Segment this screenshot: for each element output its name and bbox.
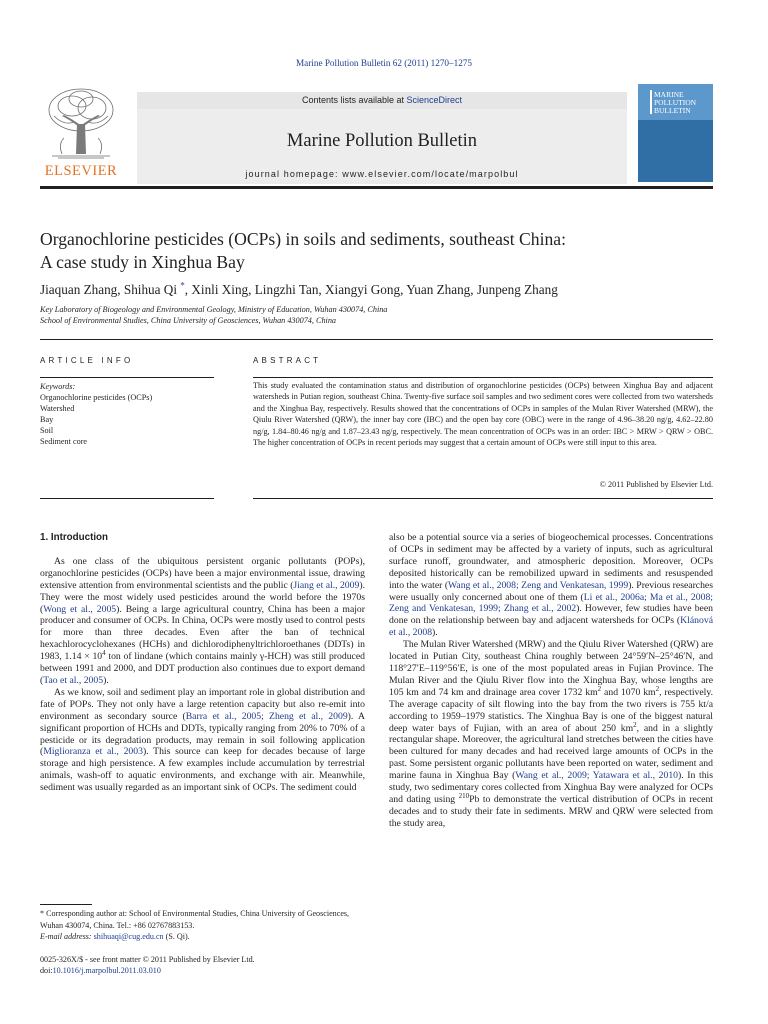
keyword-item: Watershed xyxy=(40,404,75,414)
article-info-heading: ARTICLE INFO xyxy=(40,356,134,365)
authors-first: Jiaquan Zhang, Shihua Qi xyxy=(40,282,177,297)
cover-title-line-3: BULLETIN xyxy=(654,106,691,115)
abstract-heading: ABSTRACT xyxy=(253,356,322,365)
citation-link[interactable]: Barra et al., 2005; Zheng et al., 2009 xyxy=(185,710,348,722)
doi-line xyxy=(40,965,255,976)
cover-title-line-2: POLLUTION xyxy=(654,98,697,107)
body-paragraph: also be a potential source via a series of biogeochemical processes. Concentrations of OCPs in sediment may be affected by a variety of inputs, such as agricultural surface runoff, groundwater, and atmospheric deposition. Moreover, OCPs deposited historically can be remobilized upward in sediments and resuspended into the water (Wang et al., 2008; Zeng and Venkatesan, 1999). Previous researches were usually only concerned about one of them (Li et al., 2006a; Ma et al., 2008; Zeng and Venkatesan, 1999; Zhang et al., 2002). However, few studies have been done on the relationship between bay and adjacent watersheds for OCPs (Klánová et al., 2008). xyxy=(389,532,714,639)
author-list xyxy=(40,281,730,299)
footnote-email-line xyxy=(40,931,370,943)
article-info-rule-top xyxy=(40,377,214,378)
elsevier-logo[interactable] xyxy=(40,84,122,184)
citation-link[interactable]: Tao et al., 2005 xyxy=(43,674,104,686)
section-heading-introduction: 1. Introduction xyxy=(40,532,109,543)
front-matter xyxy=(40,954,255,976)
citation-link[interactable]: Wang et al., 2009; Yatawara et al., 2010 xyxy=(515,770,679,782)
affiliation-1: Key Laboratory of Biogeology and Environmental Geology, Ministry of Education, Wuhan 430074, China xyxy=(40,305,388,314)
doi-label: doi: xyxy=(40,966,53,976)
superscript: 210 xyxy=(458,791,470,800)
contents-prefix: Contents lists available at xyxy=(301,95,407,105)
abstract-rule-bottom xyxy=(253,498,713,499)
email-link[interactable]: shihuaqi@cug.edu.cn xyxy=(93,932,164,942)
article-title xyxy=(40,228,710,274)
email-label: E-mail address: xyxy=(40,932,94,942)
citation-link[interactable]: Klánová et al., 2008 xyxy=(389,615,713,639)
journal-title: Marine Pollution Bulletin xyxy=(286,131,478,151)
cover-title-line-1: MARINE xyxy=(654,90,684,99)
citation-link[interactable]: Wong et al., 2005 xyxy=(43,603,117,615)
journal-header-box xyxy=(137,92,627,184)
abstract-text: This study evaluated the contamination status and distribution of organochlorine pesticides (OCPs) between Xinghua Bay and adjacent watersheds in Putian region, southeast China. Twenty-five surface soil samples and two sediment cores were collected from two watersheds and the Xinghua Bay, respectively. Results showed that the concentrations of OCPs in samples of the Mulan River Watershed (MRW), the Qiulu River Watershed (QRW), the inner bay core (IBC) and the open bay core (OBC) were in the range of 4.96–38.20 ng/g, 4.62–22.80 ng/g, 1.84–80.46 ng/g and 1.87–23.43 ng/g, respectively. The mean concentration of OCPs was in an order: IBC > MRW > QRW > OBC. The higher concentration of OCPs in recent periods may suggest that a certain amount of OCPs were still input to this area. xyxy=(253,381,713,448)
journal-citation-link[interactable]: Marine Pollution Bulletin 62 (2011) 1270–1275 xyxy=(296,58,472,68)
doi-link[interactable]: 10.1016/j.marpolbul.2011.03.010 xyxy=(52,966,161,976)
body-paragraph: As one class of the ubiquitous persistent organic pollutants (POPs), organochlorine pesticides (OCPs) have been a major environmental issue, drawing extensive attention from environmental scientists and the public (Jiang et al., 2009). They were the most widely used pesticides around the world before the 1970s (Wong et al., 2005). Being a large agricultural country, China has been a major producer and consumer of OCPs. In China, OCPs were mostly used to control pests for more than three decades. Even after the ban of technical hexachlorocyclohexanes (HCHs) and dichlorodiphenyltrichloroethanes (DDTs) in 1983, $1.14 \times 10^4$ ton of lindane (which contains mainly γ-HCH) was still produced between 1991 and 2000, and DDT production also continues due to export demand (Tao et al., 2005). xyxy=(40,555,365,686)
keywords-label: Keywords: xyxy=(40,382,76,391)
journal-cover-thumbnail[interactable] xyxy=(638,84,713,182)
keyword-item: Sediment core xyxy=(40,437,88,447)
masthead xyxy=(40,84,713,184)
elsevier-tree-icon xyxy=(44,86,118,162)
abstract-rule-top xyxy=(253,377,713,378)
journal-band xyxy=(137,109,627,184)
superscript: 2 xyxy=(597,684,602,693)
abstract-copyright: © 2011 Published by Elsevier Ltd. xyxy=(599,480,713,489)
article-info-rule-bottom xyxy=(40,498,214,499)
body-paragraph: The Mulan River Watershed (MRW) and the Qiulu River Watershed (QRW) are located in Putian City, southeast China roughly between 24°59′N–25°46′N, and 118°27′E–119°56′E, is one of the most populated areas in Fujian Province. The Mulan River and the Qiulu River flow into the Xinghua Bay, whose lengths are 105 km and 74 km and drainage area cover 1732 $km^2$ and 1070 $km^2$, respectively. The average capacity of silt flowing into the bay from the two rivers is 755 kt/a according to 1959–1979 statistics. The Xinghua Bay is one of the biggest natural deep water bays of Fujian, with an area of about 250 $km^2$, and in a slightly rectangular shape. Moreover, the agricultural land stretches between the cities have been cultured for many decades and had received large amounts of OCPs in the past. Some persistent organic pollutants have been reported on water, sediment and marine fauna in Xinghua Bay (Wang et al., 2009; Yatawara et al., 2010). In this study, two sedimentary cores collected from Xinghua Bay were analyzed for OCPs and dating using $^{210}$Pb to demonstrate the vertical distribution of OCPs in recent decades and to study their fate in sediments. MRW and QRW were selected from the study area, xyxy=(389,639,714,829)
corresponding-author-mark[interactable]: * xyxy=(180,280,185,291)
superscript: 2 xyxy=(655,684,660,693)
footnote-rule xyxy=(40,904,92,905)
superscript: 4 xyxy=(102,648,106,657)
footnote-corresponding: * Corresponding author at: School of Environmental Studies, China University of Geosciences, Wuhan 430074, China. Tel.: +86 02767883153. xyxy=(40,909,350,930)
superscript: 2 xyxy=(633,720,637,729)
body-paragraph: As we know, soil and sediment play an important role in global distribution and fate of POPs. They not only have a large retention capacity but also re-emit into environment as secondary source (Barra et al., 2005; Zheng et al., 2009). A significant proportion of HCHs and DDTs, typically ranging from 20% to 70% of a pesticide or its degradation products, may remain in soil following application (Miglioranza et al., 2003). This source can keep for decades because of large storage and high persistence. A few examples include accumulation by terrestrial animals, wash-off to aquatic environments, and exchange with air. Meanwhile, sediment was usually regarded as an important sink of OCPs. The sediment could xyxy=(40,686,366,794)
journal-homepage-link[interactable]: journal homepage: www.elsevier.com/locate/marpolbul xyxy=(245,169,519,179)
article-title-line-2: A case study in Xinghua Bay xyxy=(40,252,245,272)
keywords-block xyxy=(40,381,220,448)
keyword-item: Organochlorine pesticides (OCPs) xyxy=(40,393,153,403)
keyword-item: Soil xyxy=(40,426,54,436)
citation-link[interactable]: Li et al., 2006a; Ma et al., 2008; Zeng and Venkatesan, 1999; Zhang et al., 2002 xyxy=(389,591,713,615)
issn-line: 0025-326X/$ - see front matter © 2011 Published by Elsevier Ltd. xyxy=(40,955,255,964)
keyword-item: Bay xyxy=(40,415,54,425)
citation-link[interactable]: Wang et al., 2008; Zeng and Venkatesan, 1999 xyxy=(448,579,629,591)
email-suffix: (S. Qi). xyxy=(163,932,190,942)
corresponding-author-footnote xyxy=(40,908,370,943)
article-title-line-1: Organochlorine pesticides (OCPs) in soils and sediments, southeast China: xyxy=(40,229,566,249)
sciencedirect-link[interactable]: ScienceDirect xyxy=(406,95,463,105)
elsevier-wordmark: ELSEVIER xyxy=(44,163,118,179)
masthead-rule xyxy=(40,186,713,189)
citation-link[interactable]: Jiang et al., 2009 xyxy=(293,579,360,591)
authors-rest: , Xinli Xing, Lingzhi Tan, Xiangyi Gong, Yuan Zhang, Junpeng Zhang xyxy=(184,282,558,297)
citation-link[interactable]: Miglioranza et al., 2003 xyxy=(43,746,143,758)
body-column-left xyxy=(40,532,365,794)
body-column-right xyxy=(389,532,713,830)
header-divider xyxy=(40,339,713,340)
contents-band xyxy=(137,92,627,109)
affiliation-2: School of Environmental Studies, China University of Geosciences, Wuhan 430074, China xyxy=(40,316,337,325)
